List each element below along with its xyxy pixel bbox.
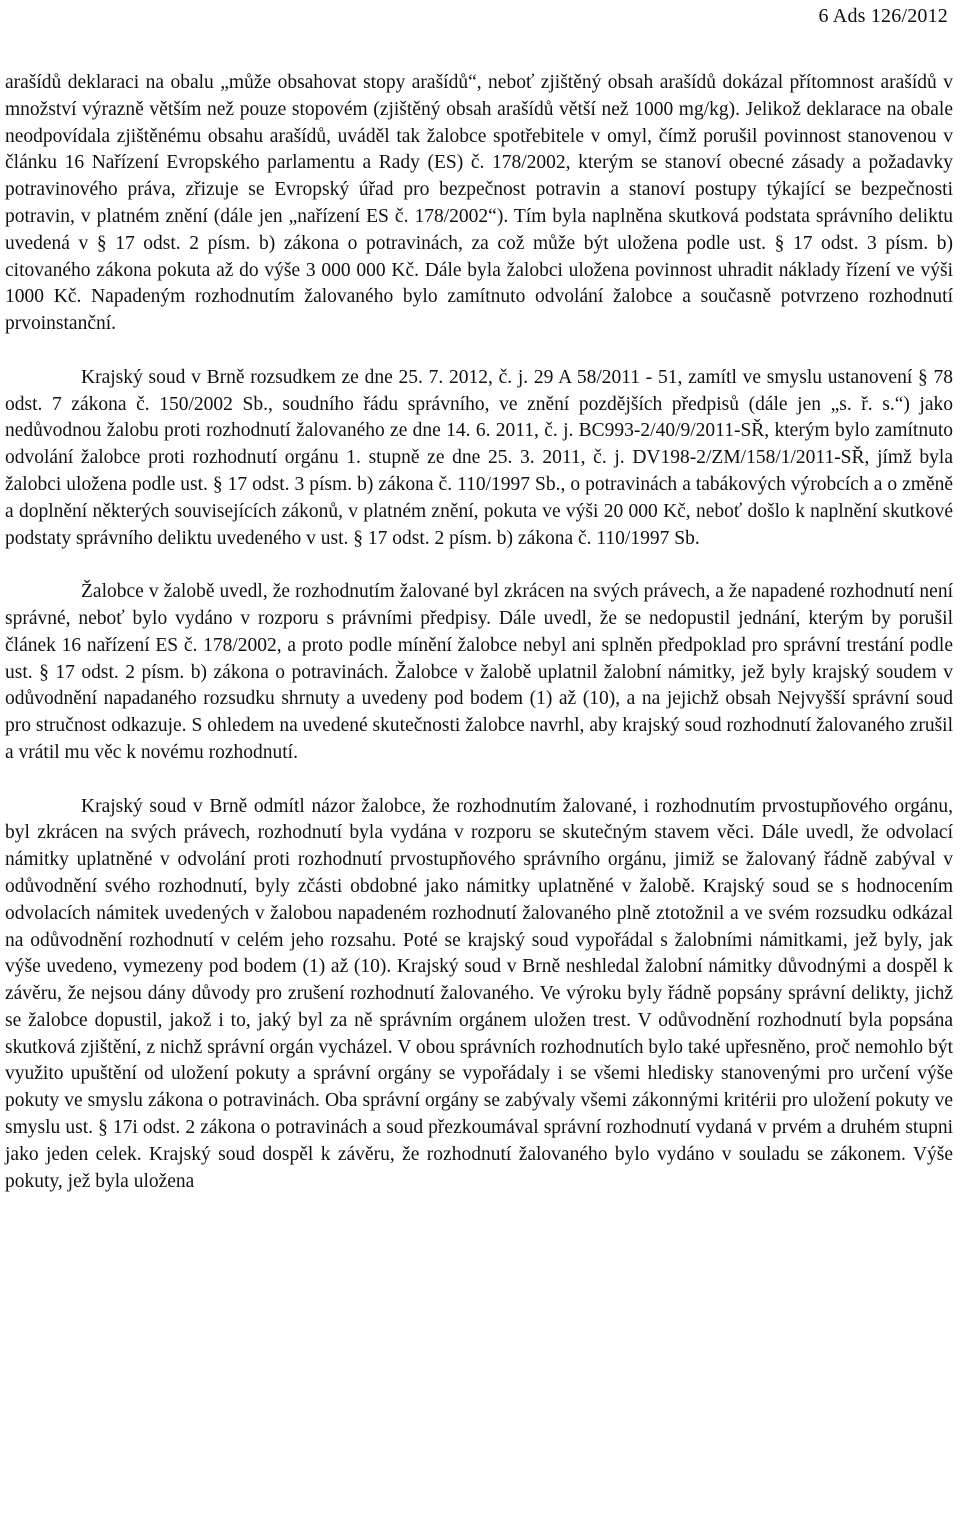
- paragraph-regional-court-reasoning: Krajský soud v Brně odmítl názor žalobce, že rozhodnutím žalované, i rozhodnutím prvostupňového orgánu, byl zkrácen na svých právech, rozhodnutí byla vydána v rozporu se skutečným stavem věci. Dále uvedl, že odvolací námitky uplatněné v odvolání proti rozhodnutí prvostupňového správního orgánu, jimiž se žalovaný řádně zabýval v odůvodnění svého rozhodnutí, byly zčásti obdobné jako námitky uplatněné v žalobě. Krajský soud se s hodnocením odvolacích námitek uvedených v žalobou napadeném rozhodnutí žalovaného plně ztotožnil a ve svém rozsudku odkázal na odůvodnění rozhodnutí v celém jeho rozsahu. Poté se krajský soud vypořádal s žalobními námitkami, jež byly, jak výše uvedeno, vymezeny pod bodem (1) až (10). Krajský soud v Brně neshledal žalobní námitky důvodnými a dospěl k závěru, že nejsou dány důvody pro zrušení rozhodnutí žalovaného. Ve výroku byly řádně popsány správní delikty, jichž se žalobce dopustil, jakož i to, jaký byl za ně správním orgánem uložen trest. V odůvodnění rozhodnutí byla popsána skutková zjištění, z nichž správní orgán vycházel. V obou správních rozhodnutích bylo také upřesněno, proč nemohlo být využito upuštění od uložení pokuty a správní orgány se vypořádaly i se všemi hledisky stanovenými pro určení výše pokuty ve smyslu zákona o potravinách. Oba správní orgány se zabývaly všemi zákonnými kritérii pro uložení pokuty ve smyslu ust. § 17i odst. 2 zákona o potravinách a soud přezkoumával správní rozhodnutí vydaná v prvém a druhém stupni jako jeden celek. Krajský soud dospěl k závěru, že rozhodnutí žalovaného bylo vydáno v souladu se zákonem. Výše pokuty, jež byla uložena: [5, 795, 953, 1192]
- paragraph-continuation: arašídů deklaraci na obalu „může obsahovat stopy arašídů“, neboť zjištěný obsah arašídů dokázal přítomnost arašídů v množství výrazně větším než pouze stopovém (zjištěný obsah arašídů větší než 1000 mg/kg). Jelikož deklarace na obale neodpovídala zjištěnému obsahu arašídů, uváděl tak žalobce spotřebitele v omyl, čímž porušil povinnost stanovenou v článku 16 Nařízení Evropského parlamentu a Rady (ES) č. 178/2002, kterým se stanoví obecné zásady a požadavky potravinového práva, zřizuje se Evropský úřad pro bezpečnost potravin a stanoví postupy týkající se bezpečnosti potravin, v platném znění (dále jen „nařízení ES č. 178/2002“). Tím byla naplněna skutková podstata správního deliktu uvedená v § 17 odst. 2 písm. b) zákona o potravinách, za což může být uložena podle ust. § 17 odst. 3 písm. b) citovaného zákona pokuta až do výše 3 000 000 Kč. Dále byla žalobci uložena povinnost uhradit náklady řízení ve výši 1000 Kč. Napadeným rozhodnutím žalovaného bylo zamítnuto odvolání žalobce a současně potvrzeno rozhodnutí prvoinstanční.: [5, 72, 953, 335]
- document-body: [5, 70, 953, 1195]
- paragraph-plaintiff-claims: Žalobce v žalobě uvedl, že rozhodnutím žalované byl zkrácen na svých právech, a že napadené rozhodnutí není správné, neboť bylo vydáno v rozporu s právními předpisy. Dále uvedl, že se nedopustil jednání, kterým by porušil článek 16 nařízení ES č. 178/2002, a proto podle mínění žalobce nebyl ani splněn předpoklad pro správní trestání podle ust. § 17 odst. 2 písm. b) zákona o potravinách. Žalobce v žalobě uplatnil žalobní námitky, jež byly krajský soudem v odůvodnění napadaného rozsudku shrnuty a uvedeny pod bodem (1) až (10), a na jejichž obsah Nejvyšší správní soud pro stručnost odkazuje. S ohledem na uvedené skutečnosti žalobce navrhl, aby krajský soud rozhodnutí žalovaného zrušil a vrátil mu věc k novému rozhodnutí.: [5, 581, 953, 763]
- case-number-header: 6 Ads 126/2012: [818, 5, 948, 27]
- paragraph-regional-court-ruling: Krajský soud v Brně rozsudkem ze dne 25. 7. 2012, č. j. 29 A 58/2011 - 51, zamítl ve smyslu ustanovení § 78 odst. 7 zákona č. 150/2002 Sb., soudního řádu správního, ve znění pozdějších předpisů (dále jen „s. ř. s.“) jako nedůvodnou žalobu proti rozhodnutí žalovaného ze dne 14. 6. 2011, č. j. BC993-2/40/9/2011-SŘ, kterým bylo zamítnuto odvolání žalobce proti rozhodnutí orgánu 1. stupně ze dne 25. 3. 2011, č. j. DV198-2/ZM/158/1/2011-SŘ, jímž byla žalobci uložena podle ust. § 17 odst. 3 písm. b) zákona č. 110/1997 Sb., o potravinách a tabákových výrobcích a o změně a doplnění některých souvisejících zákonů, v platném znění, pokuta ve výši 20 000 Kč, neboť došlo k naplnění skutkové podstaty správního deliktu uvedeného v ust. § 17 odst. 2 písm. b) zákona č. 110/1997 Sb.: [5, 366, 953, 549]
